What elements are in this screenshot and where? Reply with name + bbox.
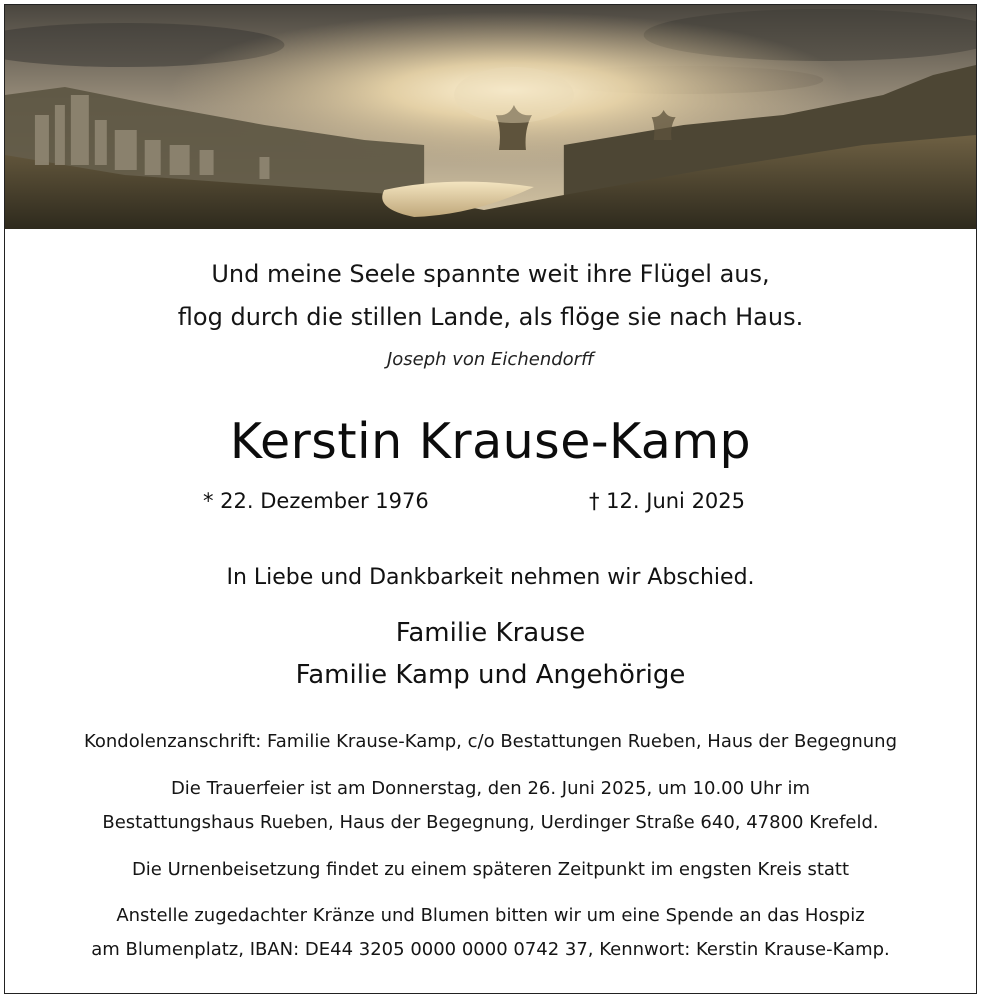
poem-line-2: flog durch die stillen Lande, als flöge sie nach Haus.	[177, 303, 804, 331]
condolence-address: Kondolenzanschrift: Familie Krause-Kamp, c/o Bestattungen Rueben, Haus der Begegnung	[83, 731, 898, 752]
deceased-name: Kerstin Krause-Kamp	[229, 413, 752, 470]
donation-line-2: am Blumenplatz, IBAN: DE44 3205 0000 0000 0742 37, Kennwort: Kerstin Krause-Kamp.	[91, 939, 890, 960]
landscape-image	[5, 5, 976, 229]
poem-line-1: Und meine Seele spannte weit ihre Flügel aus,	[211, 260, 770, 288]
ceremony-line-1: Die Trauerfeier ist am Donnerstag, den 26. Juni 2025, um 10.00 Uhr im	[170, 778, 811, 799]
ceremony-line-2: Bestattungshaus Rueben, Haus der Begegnung, Uerdinger Straße 640, 47800 Krefeld.	[102, 812, 879, 833]
mourners-line-2: Familie Kamp und Angehörige	[295, 660, 686, 690]
urn-burial-text: Die Urnenbeisetzung findet zu einem späteren Zeitpunkt im engsten Kreis statt	[131, 859, 850, 880]
death-date: † 12. Juni 2025	[589, 489, 746, 513]
sunset-landscape-illustration	[5, 5, 976, 229]
donation-line-1: Anstelle zugedachter Kränze und Blumen bitten wir um eine Spende an das Hospiz	[116, 905, 865, 926]
obituary-frame	[4, 4, 977, 994]
mourners-line-1: Familie Krause	[395, 618, 586, 648]
farewell-text: In Liebe und Dankbarkeit nehmen wir Abschied.	[226, 565, 755, 590]
poem-author: Joseph von Eichendorff	[386, 349, 595, 370]
birth-date: * 22. Dezember 1976	[203, 489, 429, 513]
